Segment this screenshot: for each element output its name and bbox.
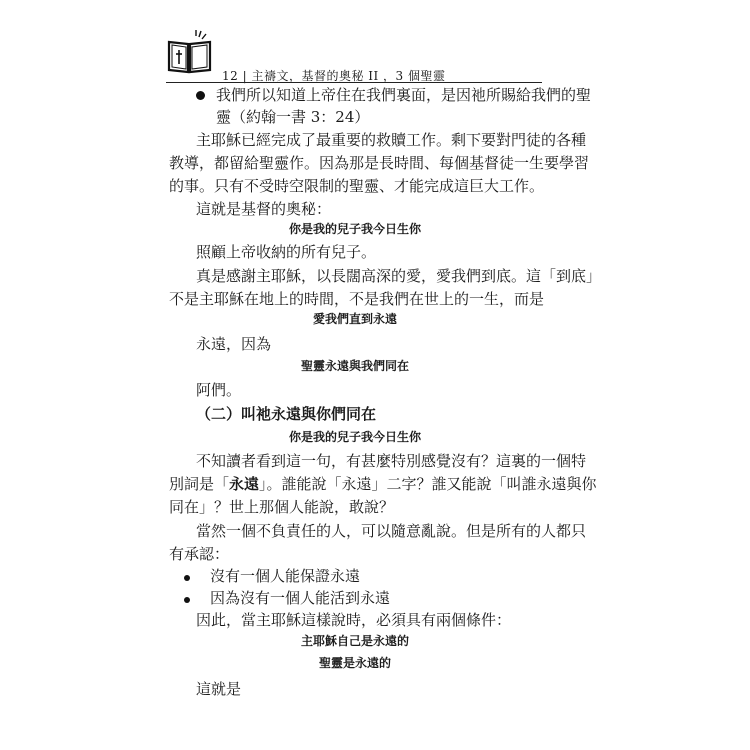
- emphasis-line: 主耶穌自己是永遠的: [300, 634, 409, 648]
- bullet-text: 我們所以知道上帝住在我們裏面，是因祂所賜給我們的聖: [216, 86, 592, 104]
- paragraph-line: 因此，當主耶穌這樣說時，必須具有兩個條件：: [196, 611, 512, 629]
- emphasis-line: 聖靈永遠與我們同在: [300, 359, 409, 373]
- paragraph-text: 別詞是「: [169, 475, 230, 493]
- paragraph-line: 有承認：: [169, 545, 230, 563]
- paragraph-line: 同在」？世上那個人能說，敢說？: [169, 498, 395, 516]
- paragraph-line: 照顧上帝收納的所有兒子。: [196, 243, 377, 261]
- paragraph-line: 這就是基督的奧秘：: [196, 200, 332, 218]
- emphasis-line: 你是我的兒子我今日生你: [288, 430, 421, 444]
- section-heading: （二）叫祂永遠與你們同在: [196, 405, 377, 423]
- paragraph-line: 教導，都留給聖靈作。因為那是長時間、每個基督徒一生要學習: [169, 154, 590, 172]
- paragraph-line: 不是主耶穌在地上的時間，不是我們在世上的一生，而是: [169, 290, 545, 308]
- bullet-text: 沒有一個人能保證永遠: [210, 567, 361, 585]
- paragraph-line: 這就是: [196, 680, 242, 698]
- paragraph-line: 當然一個不負責任的人，可以隨意亂說。但是所有的人都只: [196, 522, 587, 540]
- paragraph-line: 永遠，因為: [196, 335, 272, 353]
- bullet-icon: [196, 91, 205, 100]
- bullet-text: 因為沒有一個人能活到永遠: [210, 589, 391, 607]
- paragraph-line: 真是感謝主耶穌，以長闊高深的愛，愛我們到底。這「到底」: [196, 267, 602, 285]
- paragraph-line: [169, 474, 597, 494]
- header-divider: [166, 82, 542, 83]
- emphasis-line: 愛我們直到永遠: [312, 312, 397, 326]
- paragraph-line: 的事。只有不受時空限制的聖靈、才能完成這巨大工作。: [169, 177, 545, 195]
- running-header: 12 | 主禱文，基督的奧秘 II ，3 個聖靈: [222, 69, 446, 83]
- bullet-icon: [184, 575, 190, 581]
- bullet-icon: [184, 597, 190, 603]
- emphasis-line: 你是我的兒子我今日生你: [288, 222, 421, 236]
- paragraph-text: 」。誰能說「永遠」二字？誰又能說「叫誰永遠與你: [259, 475, 597, 493]
- emphasis-word: 永遠: [229, 475, 260, 493]
- open-bible-icon: [166, 28, 214, 76]
- emphasis-line: 聖靈是永遠的: [318, 656, 391, 670]
- paragraph-line: 主耶穌已經完成了最重要的救贖工作。剩下要對門徒的各種: [196, 131, 587, 149]
- bullet-text: 靈（約翰一書 3：24）: [216, 108, 370, 126]
- paragraph-line: 阿們。: [196, 381, 242, 399]
- paragraph-line: 不知讀者看到這一句，有甚麼特別感覺沒有？這裏的一個特: [196, 452, 587, 470]
